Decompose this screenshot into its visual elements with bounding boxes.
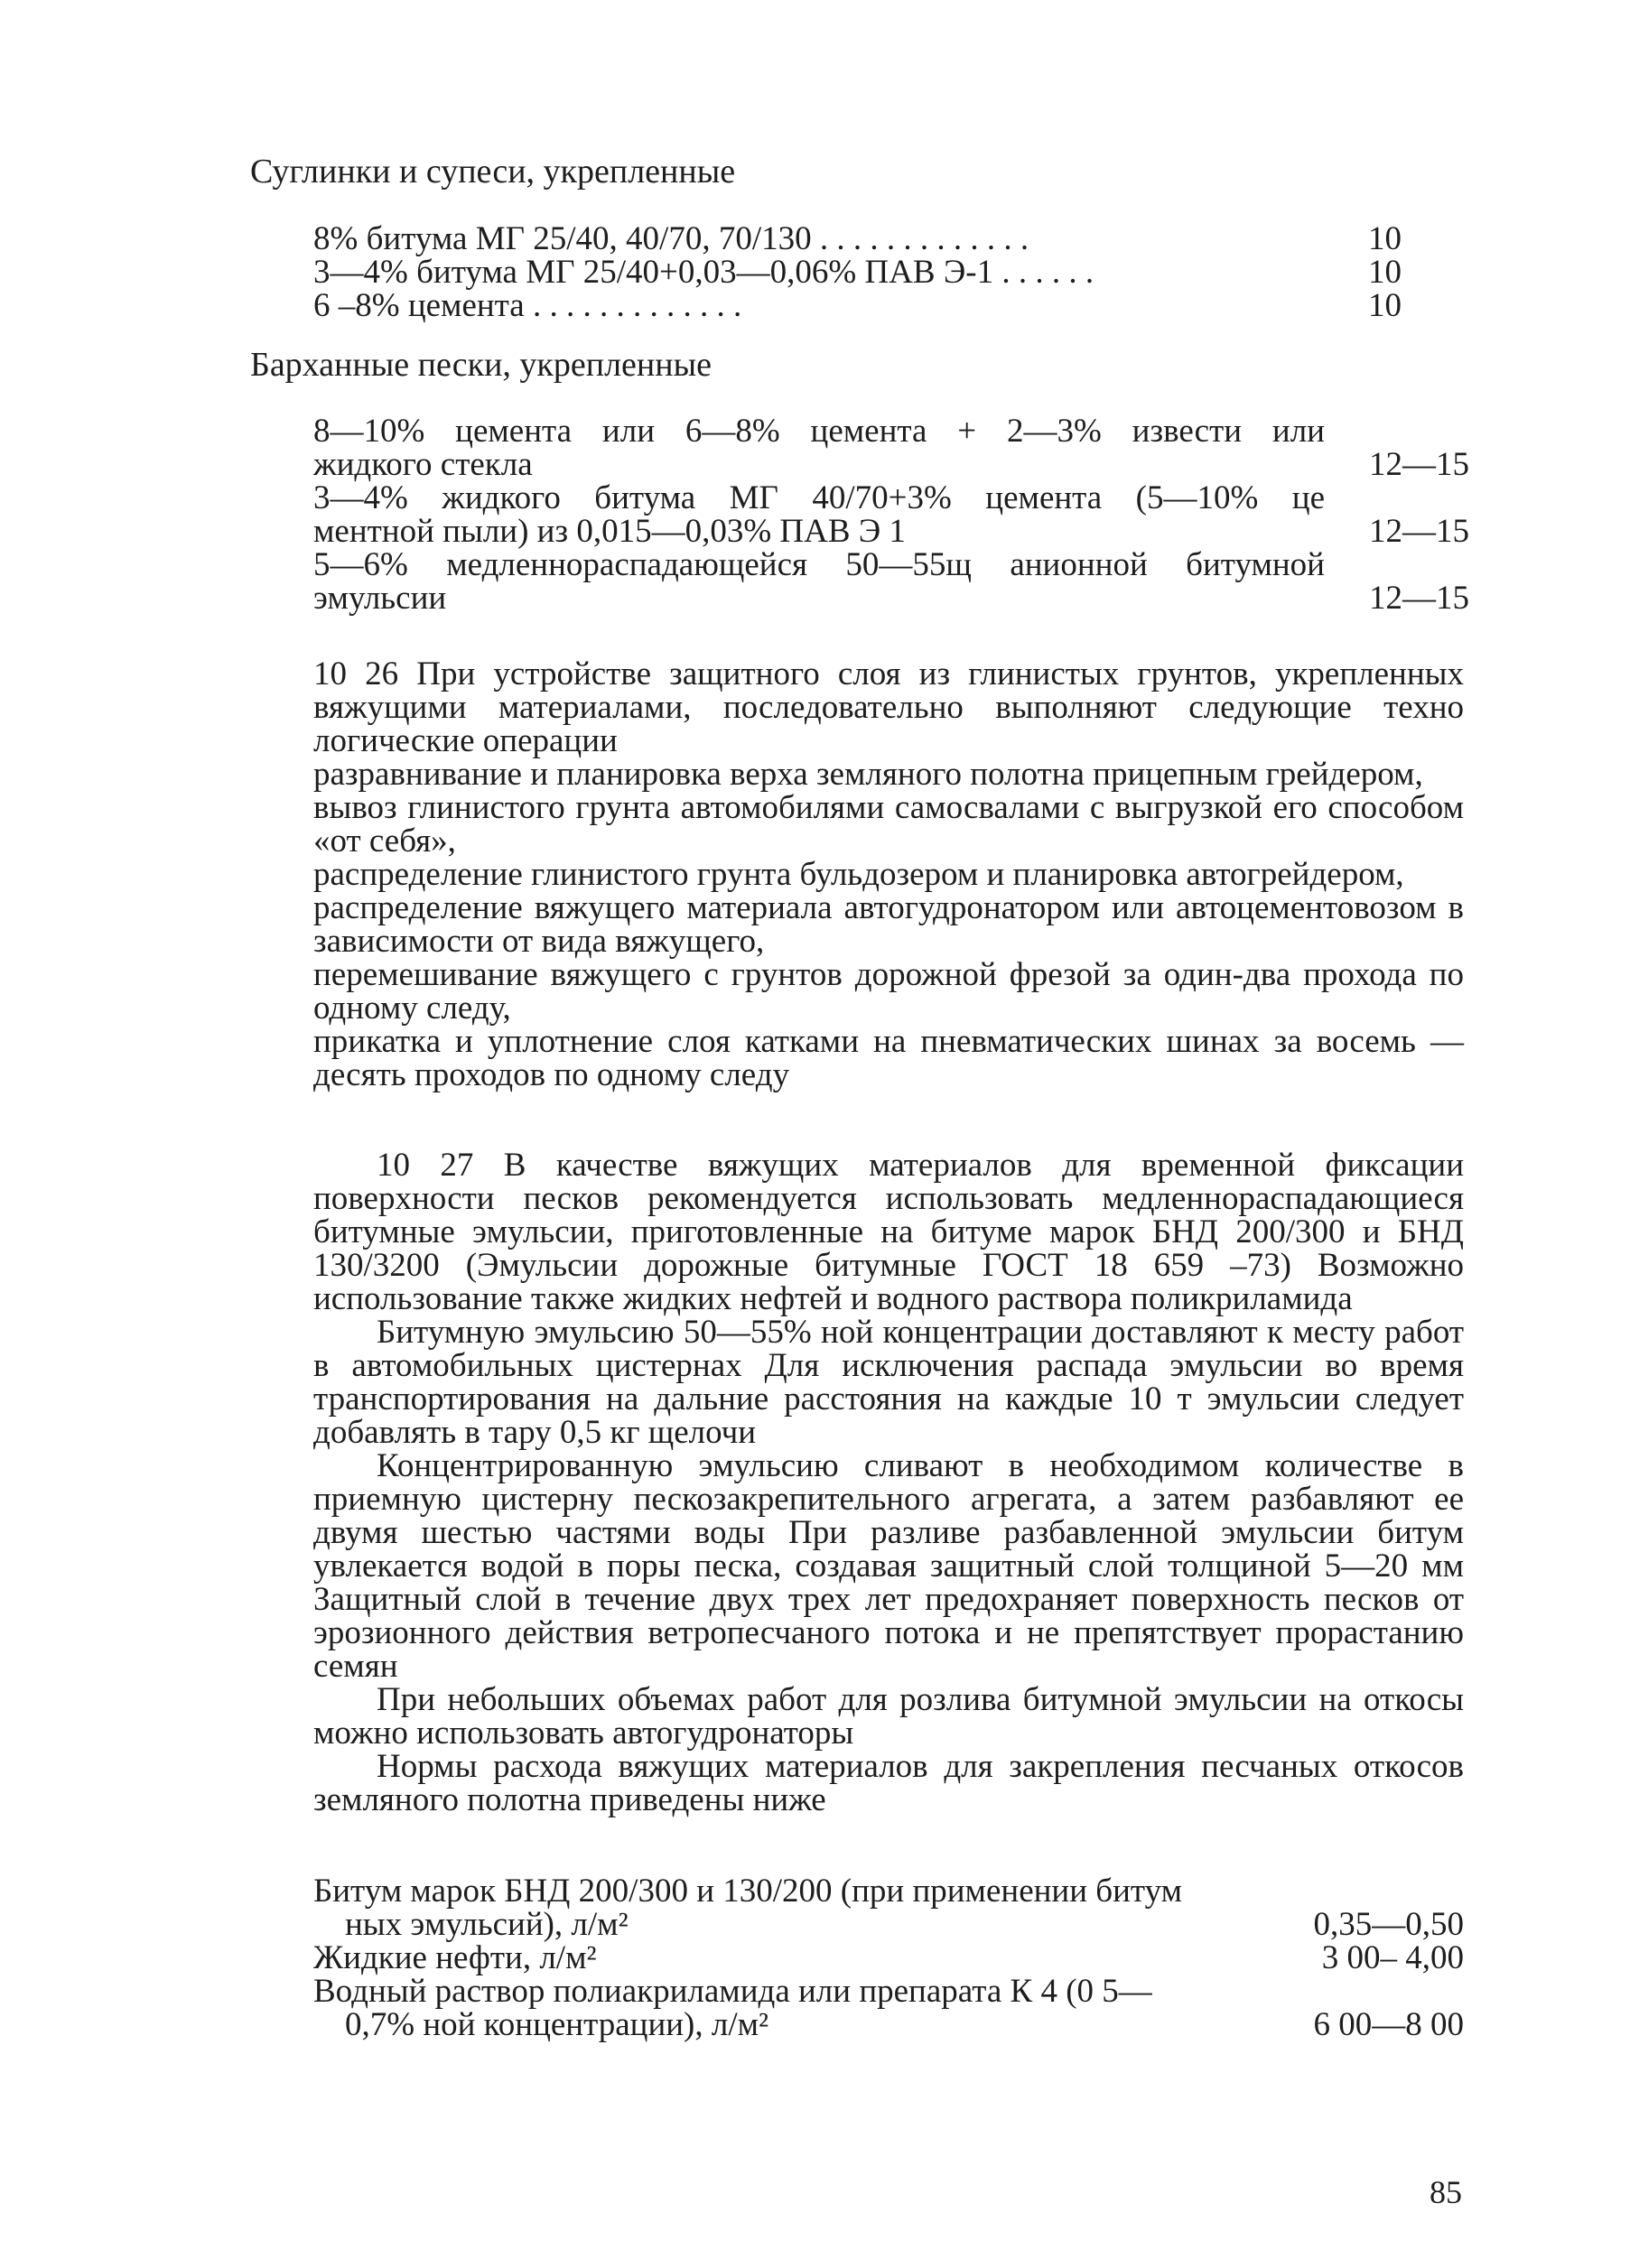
table-cell-label: Битум марок БНД 200/300 и 130/200 (при применении битум [313, 1873, 1182, 1910]
paragraph-text: 10 26 При устройстве защитного слоя из глинистых грунтов, укрепленных вяжущими материалами, последовательно выполняют следующие техно логические операции [313, 655, 1464, 759]
table-cell-label: ных эмульсий), л/м² [345, 1906, 629, 1943]
table-cell-label: Жидкие нефти, л/м² [313, 1939, 597, 1976]
list-item [313, 481, 1469, 548]
paragraph-text: Битумную эмульсию 50—55% ной концентрации доставляют к месту работ в автомобильных цистернах Для исключения распада эмульсии во время транспортирования на дальние расстояния на каждые 10 т эмульсии следует добавлять в тару 0,5 кг щелочи [313, 1314, 1464, 1451]
list-item [313, 414, 1469, 481]
list-item-value: 10 [1368, 220, 1402, 257]
list-item: прикатка и уплотнение слоя катками на пневматических шинах за восемь — десять проходов по одному следу [313, 1023, 1464, 1093]
paragraph-text: Нормы расхода вяжущих материалов для закрепления песчаных откосов земляного полотна приведены ниже [313, 1748, 1464, 1818]
paragraph-text: 10 27 В качестве вяжущих материалов для временной фиксации поверхности песков рекомендуется использовать медленнораспадающиеся битумные эмульсии, приготовленные на битуме марок БНД 200/300 и БНД 130/3200 (Эмульсии дорожные битумные ГОСТ 18 659 –73) Возможно использование также жидких нефтей и водного раствора поликриламида [313, 1147, 1464, 1317]
page-number: 85 [1430, 2174, 1462, 2210]
list-item-text: 6 –8% цемента . . . . . . . . . . . . . [313, 287, 742, 324]
table-cell-label: Водный раствор полиакриламида или препарата К 4 (0 5— [313, 1973, 1152, 2010]
list-item [313, 287, 1402, 324]
list-item-text: 8—10% цемента или 6—8% цемента + 2—3% извести или [313, 413, 1325, 450]
table-row [313, 1908, 1464, 1941]
list-item-text: жидкого стекла [313, 446, 533, 483]
table-cell-value: 6 00—8 00 [1313, 2006, 1464, 2043]
paragraph-intro [313, 657, 1464, 758]
paragraph-10-27 [313, 1148, 1464, 1817]
table-row [313, 1874, 1464, 1908]
list-item-text: ментной пыли) из 0,015—0,03% ПАВ Э 1 [313, 513, 906, 550]
paragraph-10-26 [313, 657, 1464, 1092]
list-item [313, 254, 1402, 291]
table-cell-label: 0,7% ной концентрации), л/м² [345, 2006, 769, 2043]
table-row [313, 1941, 1464, 1975]
list-item-value: 10 [1368, 287, 1402, 324]
list-item: перемешивание вяжущего с грунтов дорожной фрезой за один-два прохода по одному следу, [313, 956, 1464, 1027]
list-item-value: 12—15 [1369, 446, 1469, 483]
list-item-text: эмульсии [313, 580, 447, 617]
list-item: вывоз глинистого грунта автомобилями самосвалами с выгрузкой его способом «от себя», [313, 789, 1464, 860]
paragraph-text: При небольших объемах работ для розлива битумной эмульсии на откосы можно использовать автогудронаторы [313, 1681, 1464, 1752]
list-item: распределение вяжущего материала автогудронатором или автоцементовозом в зависимости от вида вяжущего, [313, 889, 1464, 960]
table-cell-value: 3 00– 4,00 [1321, 1939, 1464, 1976]
list-item [313, 220, 1402, 257]
list-item: распределение глинистого грунта бульдозером и планировка автогрейдером, [313, 856, 1404, 893]
list-item-text: 3—4% битума МГ 25/40+0,03—0,06% ПАВ Э-1 . . . . . . [313, 254, 1094, 291]
dune-sands-list [313, 414, 1469, 615]
table-cell-value: 0,35—0,50 [1313, 1906, 1464, 1943]
section-heading-loams: Суглинки и супеси, укрепленные [250, 153, 736, 191]
list-item-text: 5—6% медленнораспадающейся 50—55щ анионной битумной [313, 546, 1325, 583]
loams-list [313, 220, 1402, 324]
table-row [313, 2008, 1464, 2041]
list-item-value: 12—15 [1369, 580, 1469, 617]
list-item-text: 8% битума МГ 25/40, 40/70, 70/130 . . . . . . . . . . . . . [313, 220, 1029, 257]
table-row [313, 1975, 1464, 2008]
section-heading-dune-sands: Барханные пески, укрепленные [250, 346, 712, 384]
list-item-value: 10 [1368, 254, 1402, 291]
binder-norms-table [313, 1874, 1464, 2041]
list-item: разравнивание и планировка верха земляного полотна прицепным грейдером, [313, 756, 1423, 793]
list-item-value: 12—15 [1369, 513, 1469, 550]
paragraph-text: Концентрированную эмульсию сливают в необходимом количестве в приемную цистерну пескозакрепительного агрегата, а затем разбавляют ее двумя шестью частями воды При разливе разбавленной эмульсии битум увлекается водой в поры песка, создавая защитный слой толщиной 5—20 мм Защитный слой в течение двух трех лет предохраняет поверхность песков от эрозионного действия ветропесчаного потока и не препятствует прорастанию семян [313, 1447, 1464, 1685]
list-item [313, 548, 1469, 615]
list-item-text: 3—4% жидкого битума МГ 40/70+3% цемента (5—10% це [313, 479, 1325, 516]
